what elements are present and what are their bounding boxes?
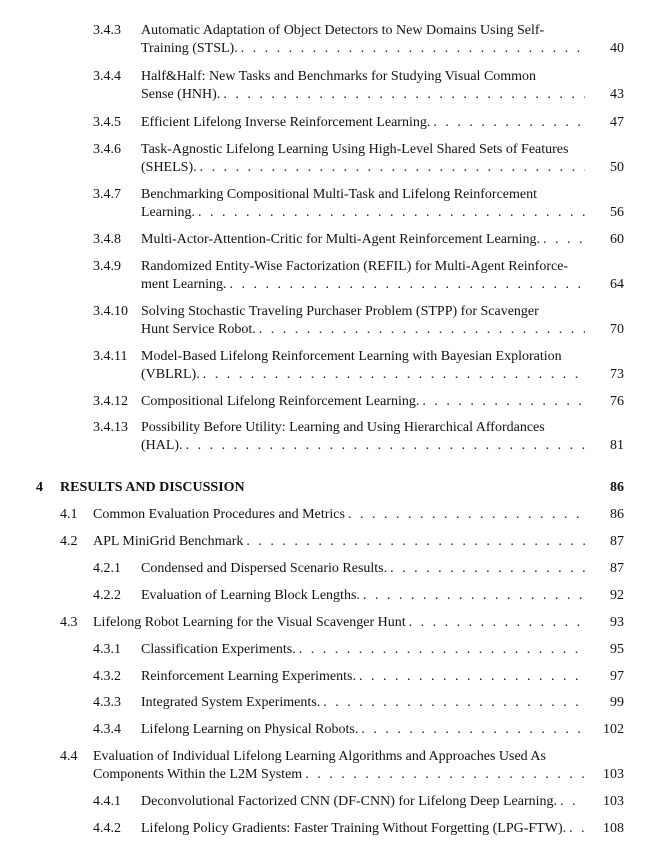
dot-leader bbox=[345, 506, 585, 524]
toc-entry-title-line: Sense (HNH). bbox=[141, 87, 221, 102]
toc-entry-title-line: Task-Agnostic Lifelong Learning Using High-Level Shared Sets of Features bbox=[141, 142, 569, 157]
dot-leader bbox=[356, 668, 585, 686]
toc-entry-title-line: ment Learning. bbox=[141, 277, 227, 292]
toc-entry-number: 4.2 bbox=[60, 534, 78, 549]
toc-entry-title-line: Reinforcement Learning Experiments. bbox=[141, 669, 356, 684]
toc-entry-title-line: Lifelong Policy Gradients: Faster Training Without Forgetting (LPG-FTW). bbox=[141, 821, 567, 836]
toc-entry-title-line: Automatic Adaptation of Object Detectors to New Domains Using Self- bbox=[141, 23, 545, 38]
toc-entry-title bbox=[141, 303, 585, 339]
toc-entry-title bbox=[141, 393, 585, 411]
toc-entry-page: 81 bbox=[610, 438, 624, 453]
toc-entry-title-line: (SHELS). bbox=[141, 160, 197, 175]
toc-entry-page: 102 bbox=[603, 722, 624, 737]
toc-entry-title bbox=[141, 560, 585, 578]
toc-entry-title-line: Integrated System Experiments. bbox=[141, 695, 321, 710]
toc-entry-title bbox=[93, 506, 585, 524]
toc-entry-title-line: Lifelong Robot Learning for the Visual Scavenger Hunt bbox=[93, 615, 406, 630]
toc-entry-title bbox=[141, 587, 585, 605]
toc-entry-title bbox=[141, 231, 585, 249]
toc-entry-title bbox=[141, 668, 585, 686]
toc-entry-title-line: Deconvolutional Factorized CNN (DF-CNN) for Lifelong Deep Learning. bbox=[141, 794, 557, 809]
toc-entry-page: 108 bbox=[603, 821, 624, 836]
toc-entry-page: 60 bbox=[610, 232, 624, 247]
toc-entry-title-line: RESULTS AND DISCUSSION bbox=[60, 480, 245, 495]
dot-leader bbox=[238, 40, 585, 58]
toc-entry-title bbox=[93, 748, 585, 784]
toc-entry-number: 4.3.3 bbox=[93, 695, 121, 710]
toc-entry-page: 87 bbox=[610, 534, 624, 549]
toc-entry-title-line: (VBLRL). bbox=[141, 367, 200, 382]
toc-entry-title-line: Hunt Service Robot. bbox=[141, 322, 256, 337]
toc-entry-number: 3.4.10 bbox=[93, 304, 128, 319]
toc-entry-title bbox=[141, 793, 585, 811]
dot-leader bbox=[302, 766, 585, 784]
toc-entry-number: 3.4.8 bbox=[93, 232, 121, 247]
toc-entry-page: 56 bbox=[610, 205, 624, 220]
toc-entry-number: 3.4.12 bbox=[93, 394, 128, 409]
toc-entry-title-line: Evaluation of Learning Block Lengths. bbox=[141, 588, 360, 603]
toc-entry-page: 76 bbox=[610, 394, 624, 409]
toc-entry-title bbox=[93, 614, 585, 632]
toc-entry-title-line: Model-Based Lifelong Reinforcement Learning with Bayesian Exploration bbox=[141, 349, 562, 364]
toc-entry-page: 86 bbox=[610, 480, 624, 495]
toc-entry-title-line: Training (STSL). bbox=[141, 41, 238, 56]
toc-entry-title bbox=[141, 114, 585, 132]
toc-entry-number: 3.4.13 bbox=[93, 420, 128, 435]
toc-entry-title-line: APL MiniGrid Benchmark bbox=[93, 534, 244, 549]
toc-entry-title bbox=[60, 479, 585, 497]
toc-entry-number: 4.2.1 bbox=[93, 561, 121, 576]
toc-entry-title-line: Compositional Lifelong Reinforcement Learning. bbox=[141, 394, 420, 409]
toc-entry-page: 99 bbox=[610, 695, 624, 710]
toc-entry-number: 4.2.2 bbox=[93, 588, 121, 603]
toc-entry-page: 93 bbox=[610, 615, 624, 630]
toc-entry-page: 95 bbox=[610, 642, 624, 657]
toc-entry-title bbox=[141, 419, 585, 455]
toc-entry-title-line: Learning. bbox=[141, 205, 196, 220]
toc-entry-number: 3.4.7 bbox=[93, 187, 121, 202]
toc-entry-page: 47 bbox=[610, 115, 624, 130]
toc-entry-page: 64 bbox=[610, 277, 624, 292]
toc-entry-page: 43 bbox=[610, 87, 624, 102]
toc-entry-number: 3.4.9 bbox=[93, 259, 121, 274]
dot-leader bbox=[197, 159, 585, 177]
toc-entry-title bbox=[93, 533, 585, 551]
toc-entry-title-line: (HAL). bbox=[141, 438, 183, 453]
toc-entry-title-line: Solving Stochastic Traveling Purchaser Problem (STPP) for Scavenger bbox=[141, 304, 539, 319]
toc-entry-page: 92 bbox=[610, 588, 624, 603]
toc-entry-title-line: Evaluation of Individual Lifelong Learning Algorithms and Approaches Used As bbox=[93, 749, 546, 764]
toc-entry-page: 87 bbox=[610, 561, 624, 576]
dot-leader bbox=[540, 231, 585, 249]
dot-leader bbox=[320, 694, 585, 712]
toc-entry-number: 3.4.4 bbox=[93, 69, 121, 84]
toc-entry-title-line: Classification Experiments. bbox=[141, 642, 296, 657]
toc-entry-number: 4.3 bbox=[60, 615, 78, 630]
toc-entry-title bbox=[141, 820, 585, 838]
dot-leader bbox=[419, 393, 585, 411]
dot-leader bbox=[296, 641, 585, 659]
dot-leader bbox=[406, 614, 585, 632]
toc-entry-number: 4 bbox=[36, 480, 43, 495]
toc-entry-page: 103 bbox=[603, 794, 624, 809]
dot-leader bbox=[227, 276, 585, 294]
toc-entry-title-line: Components Within the L2M System bbox=[93, 767, 303, 782]
toc-entry-title-line: Half&Half: New Tasks and Benchmarks for Studying Visual Common bbox=[141, 69, 537, 84]
dot-leader bbox=[195, 204, 585, 222]
toc-entry-title-line: Benchmarking Compositional Multi-Task and Lifelong Reinforcement bbox=[141, 187, 537, 202]
dot-leader bbox=[243, 533, 585, 551]
toc-entry-number: 4.1 bbox=[60, 507, 78, 522]
toc-entry-title bbox=[141, 258, 585, 294]
dot-leader bbox=[566, 820, 585, 838]
dot-leader bbox=[256, 321, 585, 339]
dot-leader bbox=[358, 721, 585, 739]
toc-entry-page: 40 bbox=[610, 41, 624, 56]
toc-entry-number: 4.3.4 bbox=[93, 722, 121, 737]
toc-entry-title-line: Lifelong Learning on Physical Robots. bbox=[141, 722, 359, 737]
dot-leader bbox=[360, 587, 585, 605]
toc-entry-page: 73 bbox=[610, 367, 624, 382]
toc-entry-number: 4.4.2 bbox=[93, 821, 121, 836]
toc-entry-number: 3.4.5 bbox=[93, 115, 121, 130]
dot-leader bbox=[430, 114, 585, 132]
toc-entry-title-line: Randomized Entity-Wise Factorization (REFIL) for Multi-Agent Reinforce- bbox=[141, 259, 569, 274]
toc-entry-page: 86 bbox=[610, 507, 624, 522]
toc-entry-title-line: Condensed and Dispersed Scenario Results. bbox=[141, 561, 388, 576]
dot-leader bbox=[387, 560, 585, 578]
toc-entry-page: 97 bbox=[610, 669, 624, 684]
toc-entry-title-line: Multi-Actor-Attention-Critic for Multi-Agent Reinforcement Learning. bbox=[141, 232, 540, 247]
toc-entry-title bbox=[141, 641, 585, 659]
toc-entry-title bbox=[141, 22, 585, 58]
toc-entry-number: 3.4.3 bbox=[93, 23, 121, 38]
toc-entry-page: 50 bbox=[610, 160, 624, 175]
dot-leader bbox=[200, 366, 585, 384]
toc-entry-title-line: Common Evaluation Procedures and Metrics bbox=[93, 507, 345, 522]
toc-entry-title-line: Efficient Lifelong Inverse Reinforcement Learning. bbox=[141, 115, 431, 130]
toc-entry-number: 4.4.1 bbox=[93, 794, 121, 809]
toc-entry-number: 4.3.2 bbox=[93, 669, 121, 684]
dot-leader bbox=[183, 437, 585, 455]
toc-entry-title bbox=[141, 348, 585, 384]
toc-entry-title bbox=[141, 186, 585, 222]
toc-entry-title bbox=[141, 141, 585, 177]
toc-entry-title-line: Possibility Before Utility: Learning and Using Hierarchical Affordances bbox=[141, 420, 545, 435]
toc-entry-number: 3.4.11 bbox=[93, 349, 128, 364]
toc-entry-title bbox=[141, 694, 585, 712]
dot-leader bbox=[557, 793, 585, 811]
toc-entry-title bbox=[141, 68, 585, 104]
toc-entry-number: 3.4.6 bbox=[93, 142, 121, 157]
dot-leader bbox=[220, 86, 585, 104]
toc-entry-number: 4.3.1 bbox=[93, 642, 121, 657]
toc-entry-page: 70 bbox=[610, 322, 624, 337]
toc-entry-page: 103 bbox=[603, 767, 624, 782]
toc-entry-title bbox=[141, 721, 585, 739]
toc-entry-number: 4.4 bbox=[60, 749, 78, 764]
